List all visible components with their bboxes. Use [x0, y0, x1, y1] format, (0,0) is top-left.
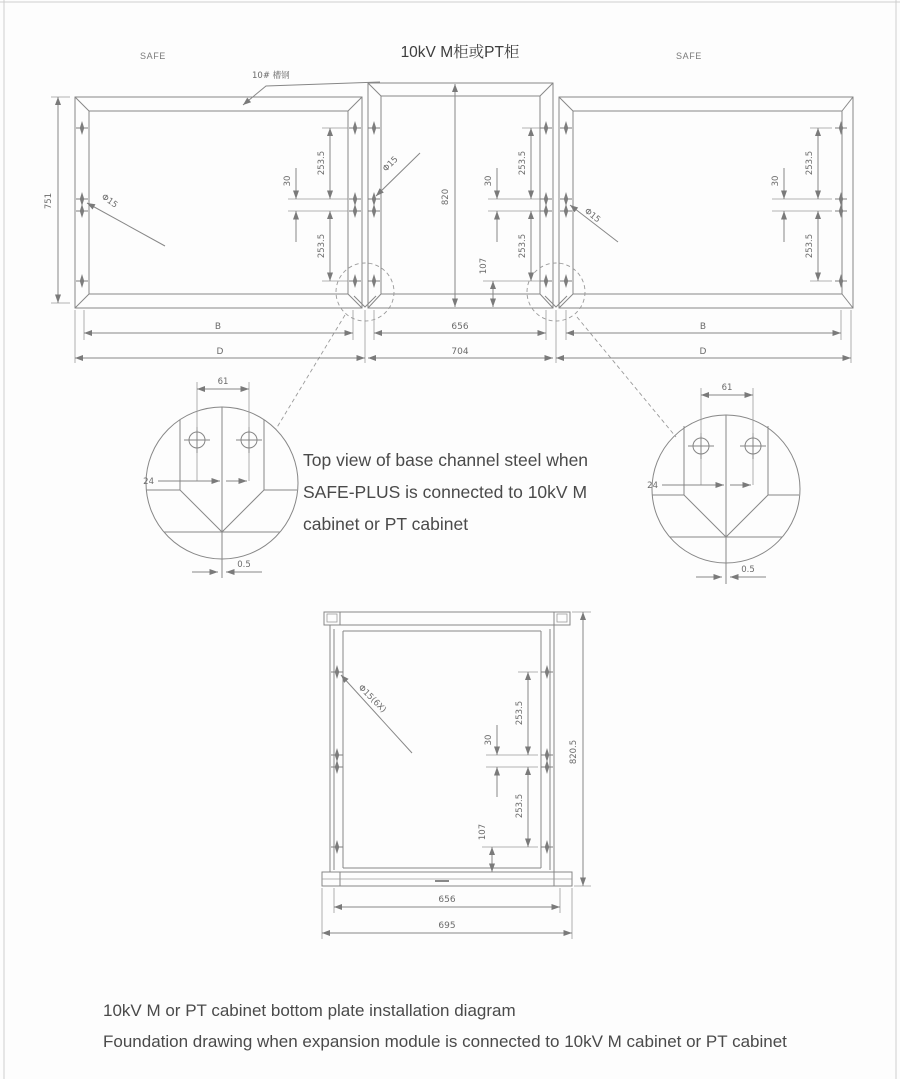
drawing-title: 10kV M柜或PT柜	[400, 44, 520, 61]
caption-line1: 10kV M or PT cabinet bottom plate installation diagram	[103, 1001, 516, 1020]
svg-text:107: 107	[479, 257, 489, 275]
svg-text:0.5: 0.5	[237, 560, 251, 570]
svg-text:B: B	[699, 322, 707, 332]
svg-text:61: 61	[217, 377, 229, 387]
svg-text:656: 656	[438, 895, 456, 905]
svg-text:695: 695	[438, 921, 456, 931]
svg-text:30: 30	[771, 175, 781, 187]
bottom-plate-drawing	[322, 612, 591, 939]
svg-text:253.5: 253.5	[317, 233, 327, 259]
channel-note-label: 10# 槽钢	[252, 71, 290, 81]
dim-chain-right	[771, 128, 832, 281]
svg-text:D: D	[216, 347, 224, 357]
phi15-6x-label: Φ15(6X)	[355, 683, 388, 716]
dim-chain-left	[283, 128, 348, 281]
detail-note	[303, 444, 633, 540]
hole-marks	[76, 121, 847, 288]
phi15-label: Φ15	[381, 154, 401, 175]
svg-text:24: 24	[647, 481, 658, 491]
callout-leader-right	[577, 317, 676, 437]
detail-view-left	[143, 377, 298, 578]
dim-751	[44, 97, 70, 303]
detail-note-line2: SAFE-PLUS is connected to 10kV M	[303, 482, 588, 502]
svg-text:751: 751	[44, 192, 54, 210]
callout-leader-left	[276, 315, 345, 429]
svg-text:253.5: 253.5	[805, 233, 815, 259]
junction-details	[276, 263, 676, 437]
svg-text:0.5: 0.5	[741, 565, 755, 575]
svg-text:107: 107	[478, 823, 488, 841]
top-plan-drawing	[44, 70, 853, 437]
safe-label-right: SAFE	[676, 51, 702, 61]
svg-text:253.5: 253.5	[515, 793, 525, 819]
svg-text:30: 30	[484, 734, 494, 746]
svg-text:820.5: 820.5	[569, 739, 579, 765]
phi15-label: Φ15	[99, 192, 120, 211]
svg-text:30: 30	[283, 175, 293, 187]
svg-text:61: 61	[721, 383, 733, 393]
bottom-width-dims	[75, 310, 851, 363]
svg-text:820: 820	[441, 188, 451, 206]
detail-note-line3: cabinet or PT cabinet	[303, 514, 469, 534]
safe-label-left: SAFE	[140, 51, 166, 61]
svg-text:704: 704	[451, 347, 469, 357]
svg-text:656: 656	[451, 322, 469, 332]
dim-820	[441, 84, 455, 307]
svg-text:B: B	[214, 322, 222, 332]
svg-text:253.5: 253.5	[518, 233, 528, 259]
right-frame	[559, 97, 853, 308]
svg-text:253.5: 253.5	[317, 150, 327, 176]
svg-text:253.5: 253.5	[518, 150, 528, 176]
svg-text:253.5: 253.5	[805, 150, 815, 176]
phi15-label: Φ15	[582, 206, 603, 226]
detail-note-line1: Top view of base channel steel when	[303, 450, 589, 470]
center-cabinet	[368, 83, 553, 308]
dim-chain-center	[479, 128, 540, 307]
svg-text:24: 24	[143, 477, 154, 487]
svg-text:D: D	[699, 347, 707, 357]
caption-line2: Foundation drawing when expansion module is connected to 10kV M cabinet or PT cabinet	[103, 1032, 787, 1051]
svg-text:30: 30	[484, 175, 494, 187]
svg-text:253.5: 253.5	[515, 700, 525, 726]
detail-view-right	[647, 383, 800, 584]
channel-note-leader	[243, 82, 380, 105]
